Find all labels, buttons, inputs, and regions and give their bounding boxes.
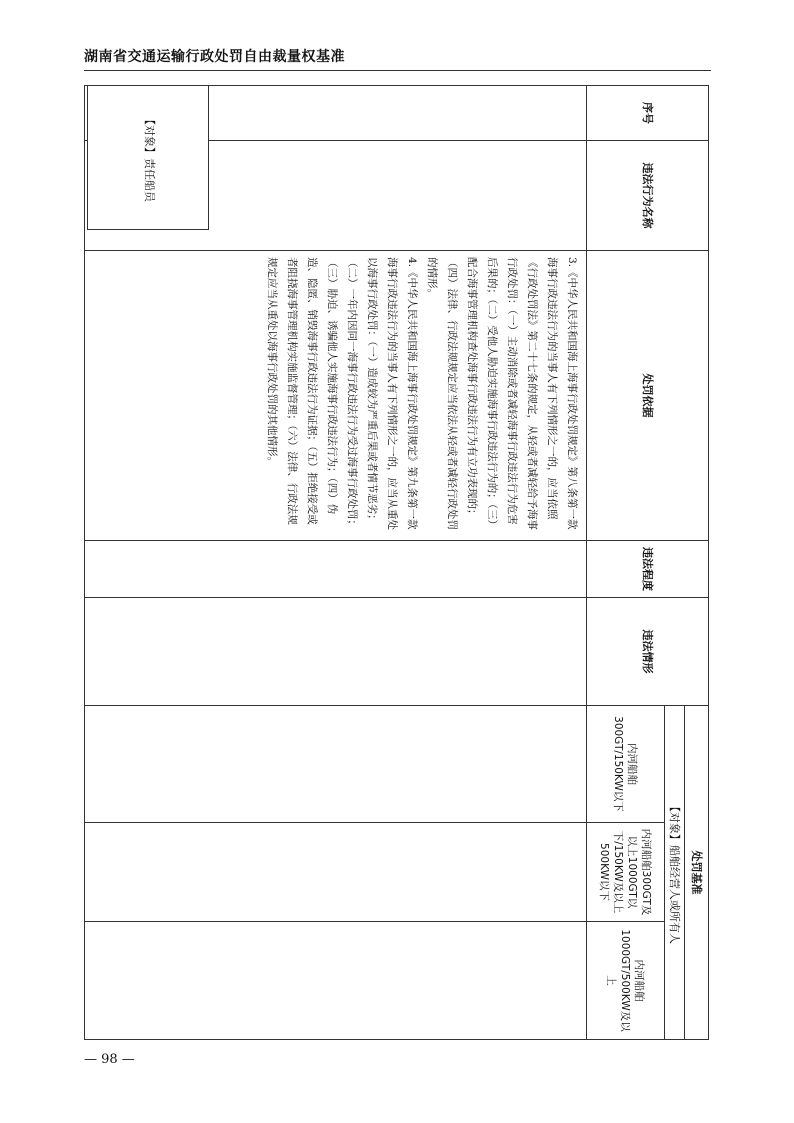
header-tier-large: 内河船舶1000GT/500KW及以上: [587, 922, 665, 1040]
cell-basis: [85, 251, 587, 541]
crew-column: [87, 85, 209, 230]
header-seq: 序号: [587, 86, 709, 141]
header-standard: 处罚基准: [685, 706, 709, 1040]
page-header-title: 湖南省交通运输行政处罚自由裁量权基准: [84, 49, 345, 65]
header-degree: 违法程度: [587, 541, 709, 598]
cell-tier-large: [85, 922, 587, 1040]
header-tier-medium: 内河船舶300GT及以上1000GT以下/150KW及以上500KW以下: [587, 823, 665, 922]
header-violation-name: 违法行为名称: [587, 141, 709, 251]
header-tier-small: 内河船舶300GT/150KW以下: [587, 706, 665, 823]
cell-tier-medium: [85, 823, 587, 922]
header-object-owner: 【对象】船舶经营人或所有人: [665, 706, 685, 1040]
header-divider: [84, 70, 711, 71]
cell-degree: [85, 541, 587, 598]
page-number: — 98 —: [84, 1052, 135, 1067]
cell-tier-small: [85, 706, 587, 823]
basis-paragraph: 3.《中华人民共和国海上海事行政处罚规定》第八条第一款 海事行政违法行为的当事人有下列情形之一的，应当依照《行政处罚法》第二十七条的规定，从轻或者减轻给予海事行政处罚：（一）主动消除或者减轻海事行政违法行为危害后果的；（二）受他人胁迫实施海事行政违法行为的；（三）配合海事管理机构查处海事行政违法行为有立功表现的；（四）法律、行政法规规定应当依法从轻或者减轻行政处罚的情形。: [426, 257, 578, 530]
basis-paragraph: 4.《中华人民共和国海上海事行政处罚规定》第九条第一款 海事行政违法行为的当事人有下列情形之一的，应当从重处以海事行政处罚：（一）造成较为严重后果或者情节恶劣；（二）一年内因同一海事行政违法行为受过海事行政处罚；（三）胁迫、诱骗他人实施海事行政违法行为；（四）伪造、隐匿、销毁海事行政违法行为证据；（五）拒绝接受或者阻挠海事管理机构实施监督管理；（六）法律、行政法规规定应当从重处以海事行政处罚的其他情形。: [266, 257, 418, 530]
header-object-crew: 【对象】责任船员: [143, 114, 156, 202]
cell-circumstances: [85, 598, 587, 706]
header-circumstances: 违法情形: [587, 598, 709, 706]
header-basis: 处罚依据: [587, 251, 709, 541]
